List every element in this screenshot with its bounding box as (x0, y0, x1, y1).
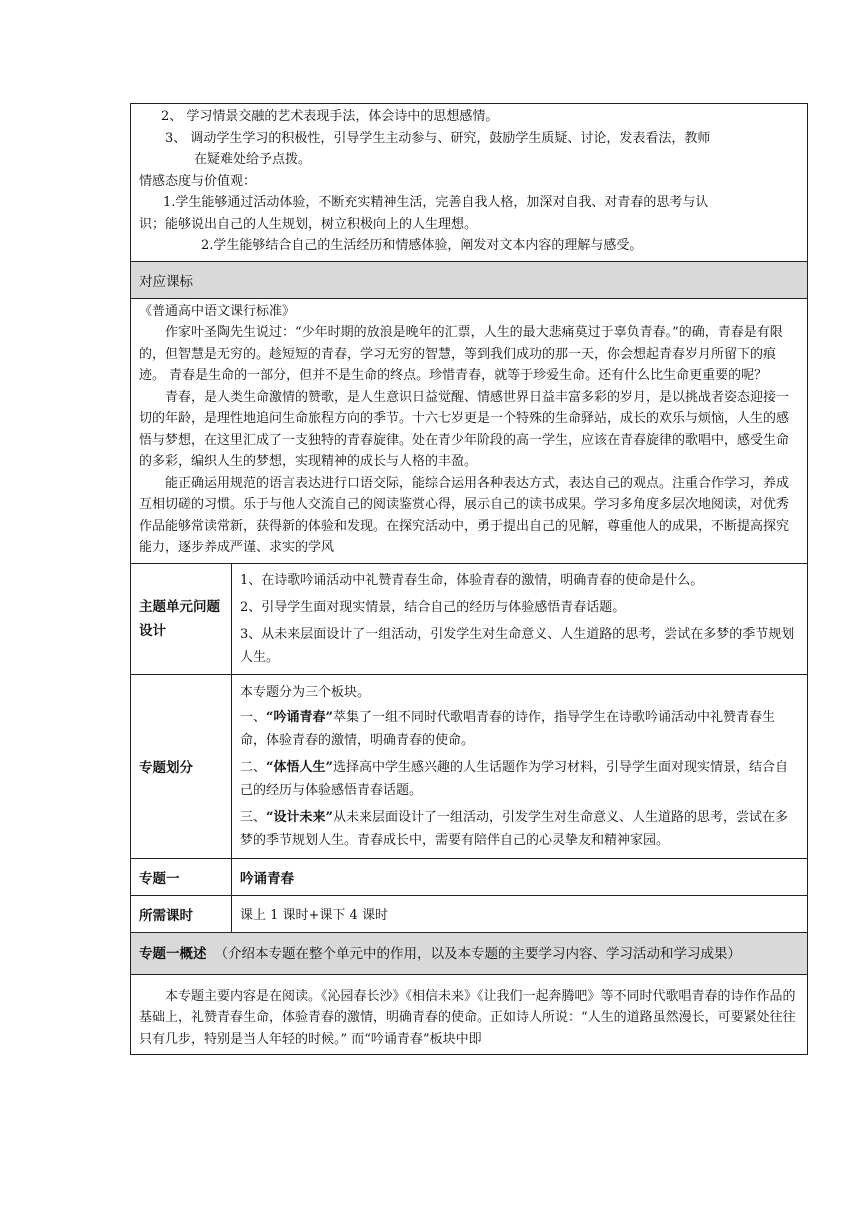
standard-header: 对应课标 (131, 261, 808, 298)
block-1-text: 萃集了一组不同时代歌唱青春的诗作，指导学生在诗歌吟诵活动中礼赞青春生命，体验青春的激情，明确青春的使命。 (240, 709, 775, 748)
emotion-goal-1-cont: 识；能够说出自己的人生规划，树立积极向上的人生理想。 (139, 216, 478, 232)
standard-content (131, 298, 808, 563)
standard-header-row (131, 261, 808, 298)
overview-body-row (131, 974, 808, 1055)
objective-3: 3、 调动学生学习的积极性，引导学生主动参与、研究，鼓励学生质疑、讨论，发表看法，教师 (165, 130, 711, 146)
standard-paragraph-2: 青春，是人类生命激情的赞歌，是人生意识日益觉醒、情感世界日益丰富多彩的岁月，是以挑战者姿态迎接一切的年龄，是理性地追问生命旅程方向的季节。十六七岁更是一个特殊的生命驿站，成长的欢乐与烦恼，人生的感悟与梦想，在这里汇成了一支独特的青春旋律。处在青少年阶段的高一学生，应该在青春旋律的歌唱中，感受生命的多彩，编织人生的梦想，实现精神的成长与人格的丰盈。 (139, 389, 790, 469)
standard-paragraph-1: 作家叶圣陶先生说过：“少年时期的放浪是晚年的汇票，人生的最大悲痛莫过于辜负青春。”的确，青春是有限的，但智慧是无穷的。趁短短的青春，学习无穷的智慧，等到我们成功的那一天，你会想起青春岁月所留下的痕迹。 青春是生命的一部分，但并不是生命的终点。珍惜青春，就等于珍爱生命。还有什么比生命更重要的呢？ (139, 325, 783, 383)
hours-label: 所需课时 (131, 895, 232, 932)
standard-paragraph-3: 能正确运用规范的语言表达进行口语交际，能综合运用各种表达方式，表达自己的观点。注重合作学习，养成互相切磋的习惯。乐于与他人交流自己的阅读鉴赏心得，展示自己的读书成果。学习多角度多层次地阅读，对优秀作品能够常读常新，获得新的体验和发现。在探究活动中，勇于提出自己的见解，尊重他人的成果，不断提高探究能力，逐步养成严谨、求实的学风 (139, 475, 790, 555)
overview-header-row (131, 932, 808, 974)
standard-content-row (131, 298, 808, 563)
standard-title: 《普通高中语文课行标准》 (139, 303, 296, 319)
objectives-cell (131, 104, 808, 262)
overview-label: 专题一概述 (139, 945, 207, 962)
topic-one-value: 吟诵青春 (232, 858, 808, 895)
topic-one-row (131, 858, 808, 895)
overview-note: （介绍本专题在整个单元中的作用，以及本专题的主要学习内容、学习活动和学习成果） (214, 945, 741, 962)
division-block-3 (240, 806, 799, 852)
block-3-title: “设计未来” (266, 809, 333, 825)
objectives-row (131, 104, 808, 262)
objective-3-cont: 在疑难处给予点拨。 (194, 152, 312, 167)
division-block-2 (240, 756, 799, 802)
block-2-title: “体悟人生” (266, 759, 333, 775)
hours-row (131, 895, 808, 932)
division-intro: 本专题分为三个板块。 (240, 684, 371, 700)
theme-item-1: 1、在诗歌吟诵活动中礼赞青春生命，体验青春的激情，明确青春的使命是什么。 (240, 572, 704, 588)
block-1-title: “吟诵青春” (266, 709, 333, 725)
block-3-text: 从未来层面设计了一组活动，引发学生对生命意义、人生道路的思考，尝试在多梦的季节规划人生。青春成长中，需要有陪伴自己的心灵挚友和精神家园。 (240, 809, 788, 848)
block-1-number: 一、 (240, 709, 267, 725)
division-block-1 (240, 706, 799, 752)
division-label: 专题划分 (131, 674, 232, 858)
division-content (232, 674, 808, 858)
block-2-text: 选择高中学生感兴趣的人生话题作为学习材料，引导学生面对现实情景，结合自己的经历与体验感悟青春话题。 (240, 759, 788, 798)
overview-body-cell (131, 974, 808, 1055)
division-row (131, 674, 808, 858)
theme-item-3: 3、从未来层面设计了一组活动，引发学生对生命意义、人生道路的思考，尝试在多梦的季节规划人生。 (240, 626, 795, 665)
theme-item-2: 2、引导学生面对现实情景，结合自己的经历与体验感悟青春话题。 (240, 599, 626, 615)
objective-2: 2、 学习情景交融的艺术表现手法，体会诗中的思想感情。 (161, 109, 499, 124)
emotion-heading: 情感态度与价值观： (139, 173, 257, 189)
overview-header (131, 932, 808, 974)
theme-label: 主题单元问题设计 (131, 563, 232, 674)
lesson-plan-table (130, 103, 808, 1055)
block-3-number: 三、 (240, 809, 267, 825)
overview-body: 本专题主要内容是在阅读。《沁园春长沙》《相信未来》《让我们一起奔腾吧》等不同时代歌唱青春的诗作作品的基础上，礼赞青春生命，体验青春的激情，明确青春的使命。正如诗人所说：“人生的道路虽然漫长，可要紧处往往只有几步，特别是当人年轻的时候。” 而“吟诵青春”板块中即 (139, 988, 796, 1047)
lesson-plan-page (130, 103, 807, 1055)
block-2-number: 二、 (240, 759, 267, 775)
emotion-goal-1: 1.学生能够通过活动体验，不断充实精神生活，完善自我人格，加深对自我、对青春的思考与认 (163, 195, 709, 210)
theme-content (232, 563, 808, 674)
topic-one-label: 专题一 (131, 858, 232, 895)
emotion-goal-2: 2.学生能够结合自己的生活经历和情感体验，阐发对文本内容的理解与感受。 (201, 238, 643, 253)
hours-value: 课上 1 课时+课下 4 课时 (232, 895, 808, 932)
theme-row (131, 563, 808, 674)
